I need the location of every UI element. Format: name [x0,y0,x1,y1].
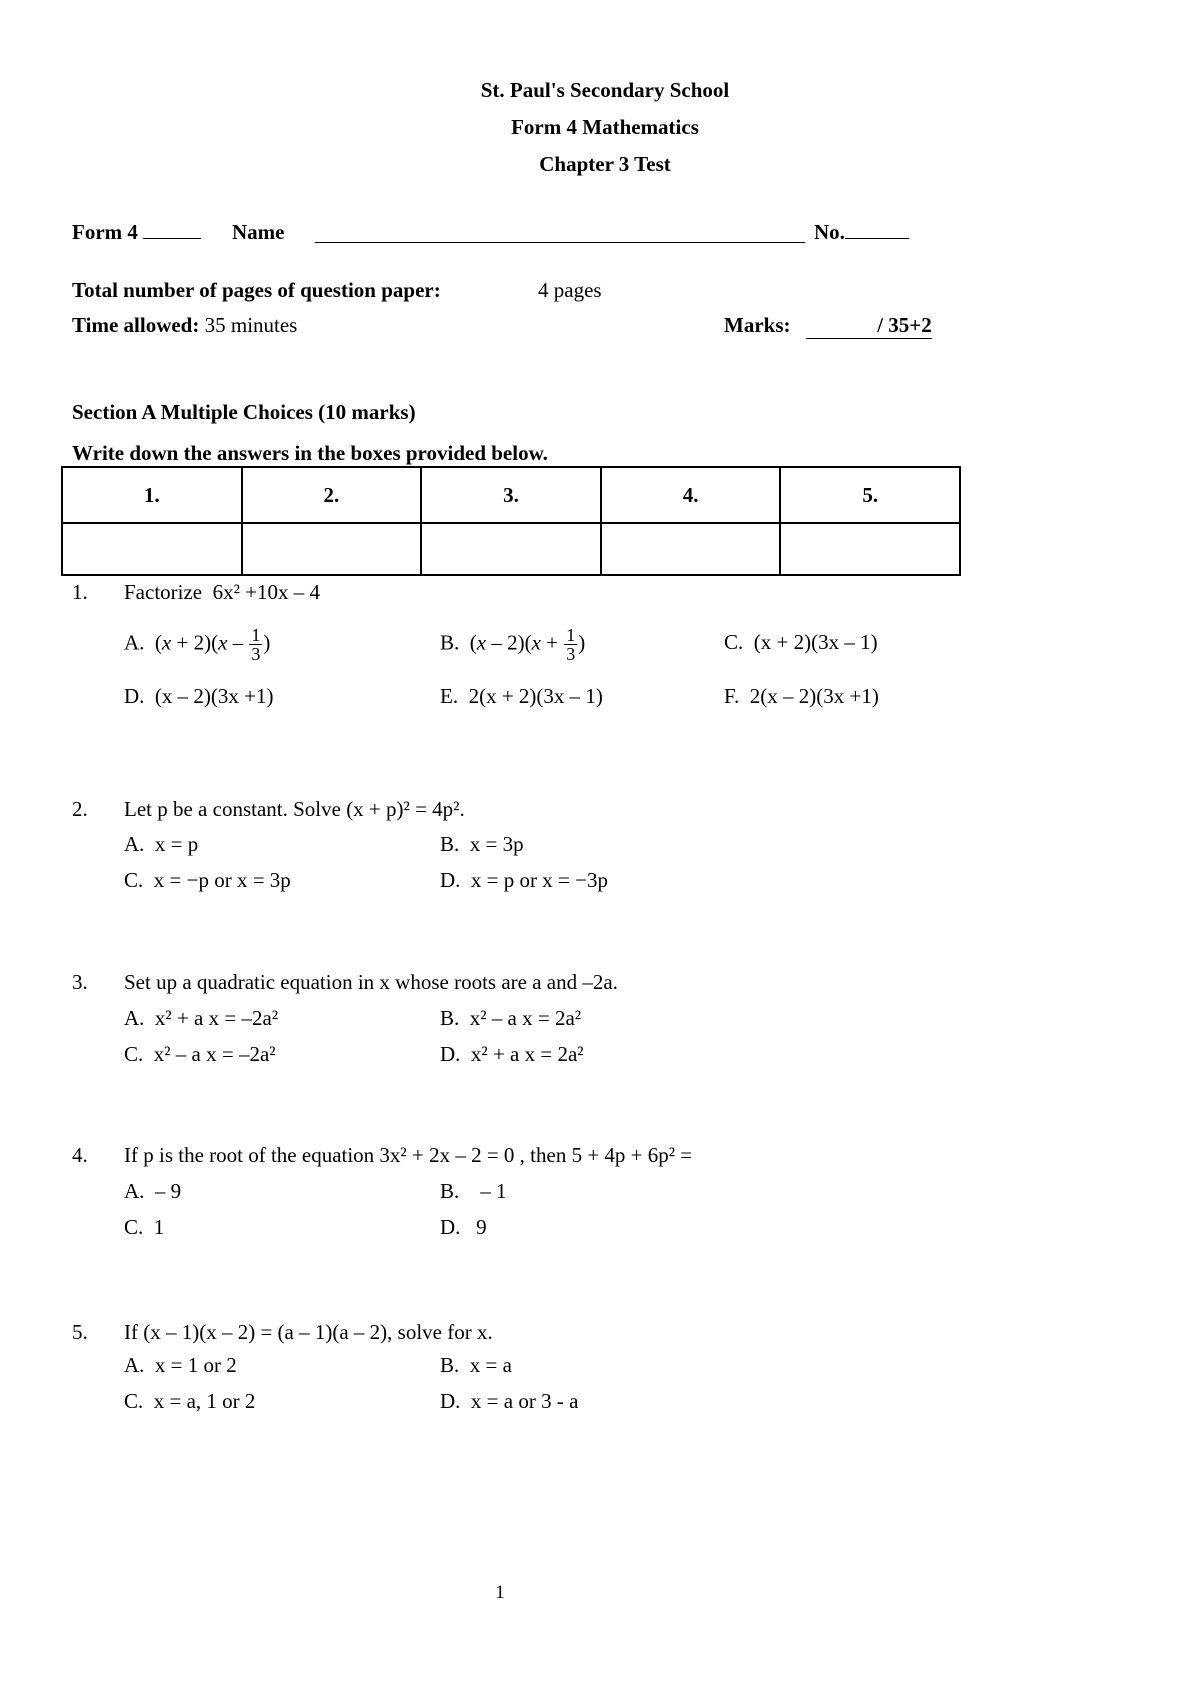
answer-header: 2. [242,467,422,523]
answer-header: 5. [780,467,960,523]
option-text: x = 1 or 2 [154,1353,237,1377]
option-text: x² – a x = 2a² [469,1006,582,1030]
option-2a[interactable] [124,832,198,857]
question-number: 2. [72,797,88,821]
section-instruction: Write down the answers in the boxes provided below. [72,441,548,465]
option-text: x = a, 1 or 2 [153,1389,256,1413]
option-text: x² + a x = –2a² [154,1006,279,1030]
no-blank[interactable] [845,238,909,239]
option-letter: B. [440,1353,460,1377]
question-number: 5. [72,1320,88,1344]
answer-header: 1. [62,467,242,523]
no-label: No. [814,220,845,244]
option-text: 2(x + 2)(3x – 1) [468,684,603,708]
option-text: (x – 2)(3x +1) [154,684,274,708]
option-1d[interactable] [124,684,274,709]
answer-box-2[interactable] [242,523,422,575]
time-value: 35 minutes [204,313,298,337]
time-row [72,313,297,338]
option-text: 1 [153,1215,165,1239]
question-expression: 6x² +10x – 4 [212,580,321,604]
option-5c[interactable] [124,1389,255,1414]
answer-header: 4. [601,467,781,523]
section-title: Section A Multiple Choices (10 marks) [72,400,416,424]
option-2b[interactable] [440,832,524,857]
name-field[interactable] [315,220,805,249]
question-number: 1. [72,580,88,604]
option-letter: D. [440,868,461,892]
option-3b[interactable] [440,1006,581,1031]
option-text: x² – a x = –2a² [153,1042,276,1066]
option-2c[interactable] [124,868,291,893]
question-number: 3. [72,970,88,994]
fraction-one-third: $\frac{1}{3}$ [251,625,261,664]
option-letter: A. [124,1006,145,1030]
answer-header: 3. [421,467,601,523]
option-1f[interactable] [724,684,879,709]
option-5a[interactable] [124,1353,237,1378]
option-letter: D. [124,684,145,708]
option-1e[interactable] [440,684,603,709]
student-number-field [814,220,909,245]
option-text: (x + 2)(3x – 1) [753,630,878,654]
answer-box-4[interactable] [601,523,781,575]
answer-box-3[interactable] [421,523,601,575]
question-3-stem: Set up a quadratic equation in x whose roots are a and –2a. [124,970,618,994]
school-title: St. Paul's Secondary School [480,78,730,102]
option-5b[interactable] [440,1353,512,1378]
name-blank[interactable] [315,220,805,243]
option-text: x = a or 3 - a [470,1389,579,1413]
marks-label: Marks: [724,313,791,337]
question-1-stem [124,580,320,605]
answer-box-row [62,523,960,575]
option-letter: F. [724,684,740,708]
marks-value[interactable]: / 35+2 [806,313,932,339]
option-1a[interactable]: A. (x + 2)(x – $\frac{1}{3}$ ) [124,625,271,664]
option-letter: C. [124,868,144,892]
option-letter: A. [124,1179,145,1203]
fraction-one-third: $\frac{1}{3}$ [566,625,576,664]
question-2-stem: Let p be a constant. Solve (x + p)² = 4p². [124,797,465,821]
option-text: x = a [469,1353,512,1377]
option-letter: C. [124,1042,144,1066]
option-text: 2(x – 2)(3x +1) [749,684,879,708]
marks-row [724,313,932,339]
option-1b[interactable]: B. (x – 2)(x + $\frac{1}{3}$ ) [440,625,586,664]
option-5d[interactable] [440,1389,578,1414]
pages-label: Total number of pages of question paper: [72,278,441,302]
option-letter: D. [440,1042,461,1066]
option-letter: C. [724,630,744,654]
option-letter: D. [440,1215,461,1239]
test-title: Chapter 3 Test [539,152,671,176]
page-number: 1 [495,1582,505,1603]
option-letter: A. [124,1353,145,1377]
option-letter: D. [440,1389,461,1413]
option-letter: A. [124,832,145,856]
option-text: x = p or x = −3p [470,868,608,892]
form-label: Form 4 [72,220,138,244]
option-text: – 9 [154,1179,182,1203]
form-class-blank[interactable] [143,238,201,239]
option-2d[interactable] [440,868,608,893]
option-text: x = p [154,832,199,856]
option-4a[interactable] [124,1179,181,1204]
option-letter: B. [440,1179,460,1203]
form-field [72,220,201,245]
question-4-stem: If p is the root of the equation 3x² + 2x – 2 = 0 , then 5 + 4p + 6p² = [124,1143,693,1167]
pages-row [72,278,441,303]
option-3c[interactable] [124,1042,276,1067]
answer-table [61,466,961,576]
option-letter: C. [124,1389,144,1413]
time-label: Time allowed: [72,313,200,337]
option-text: – 1 [480,1179,507,1203]
option-letter: B. [440,1006,460,1030]
answer-box-1[interactable] [62,523,242,575]
subject-title: Form 4 Mathematics [511,115,699,139]
option-3d[interactable] [440,1042,584,1067]
question-stem-text: Factorize [124,580,203,604]
pages-value: 4 pages [538,278,602,302]
option-letter: B. [440,630,460,655]
question-5-stem: If (x – 1)(x – 2) = (a – 1)(a – 2), solve for x. [124,1320,493,1344]
option-4d[interactable] [440,1215,487,1240]
option-text: 9 [476,1215,487,1239]
option-letter: C. [124,1215,144,1239]
option-letter: E. [440,684,459,708]
answer-box-5[interactable] [780,523,960,575]
question-number: 4. [72,1143,88,1167]
option-letter: A. [124,630,145,655]
answer-header-row [62,467,960,523]
option-text: x² + a x = 2a² [470,1042,584,1066]
option-text: x = 3p [469,832,524,856]
option-4b[interactable] [440,1179,507,1204]
option-1c[interactable] [724,630,878,655]
option-letter: B. [440,832,460,856]
name-label: Name [232,220,285,244]
option-4c[interactable] [124,1215,164,1240]
option-3a[interactable] [124,1006,278,1031]
option-text: x = −p or x = 3p [153,868,291,892]
